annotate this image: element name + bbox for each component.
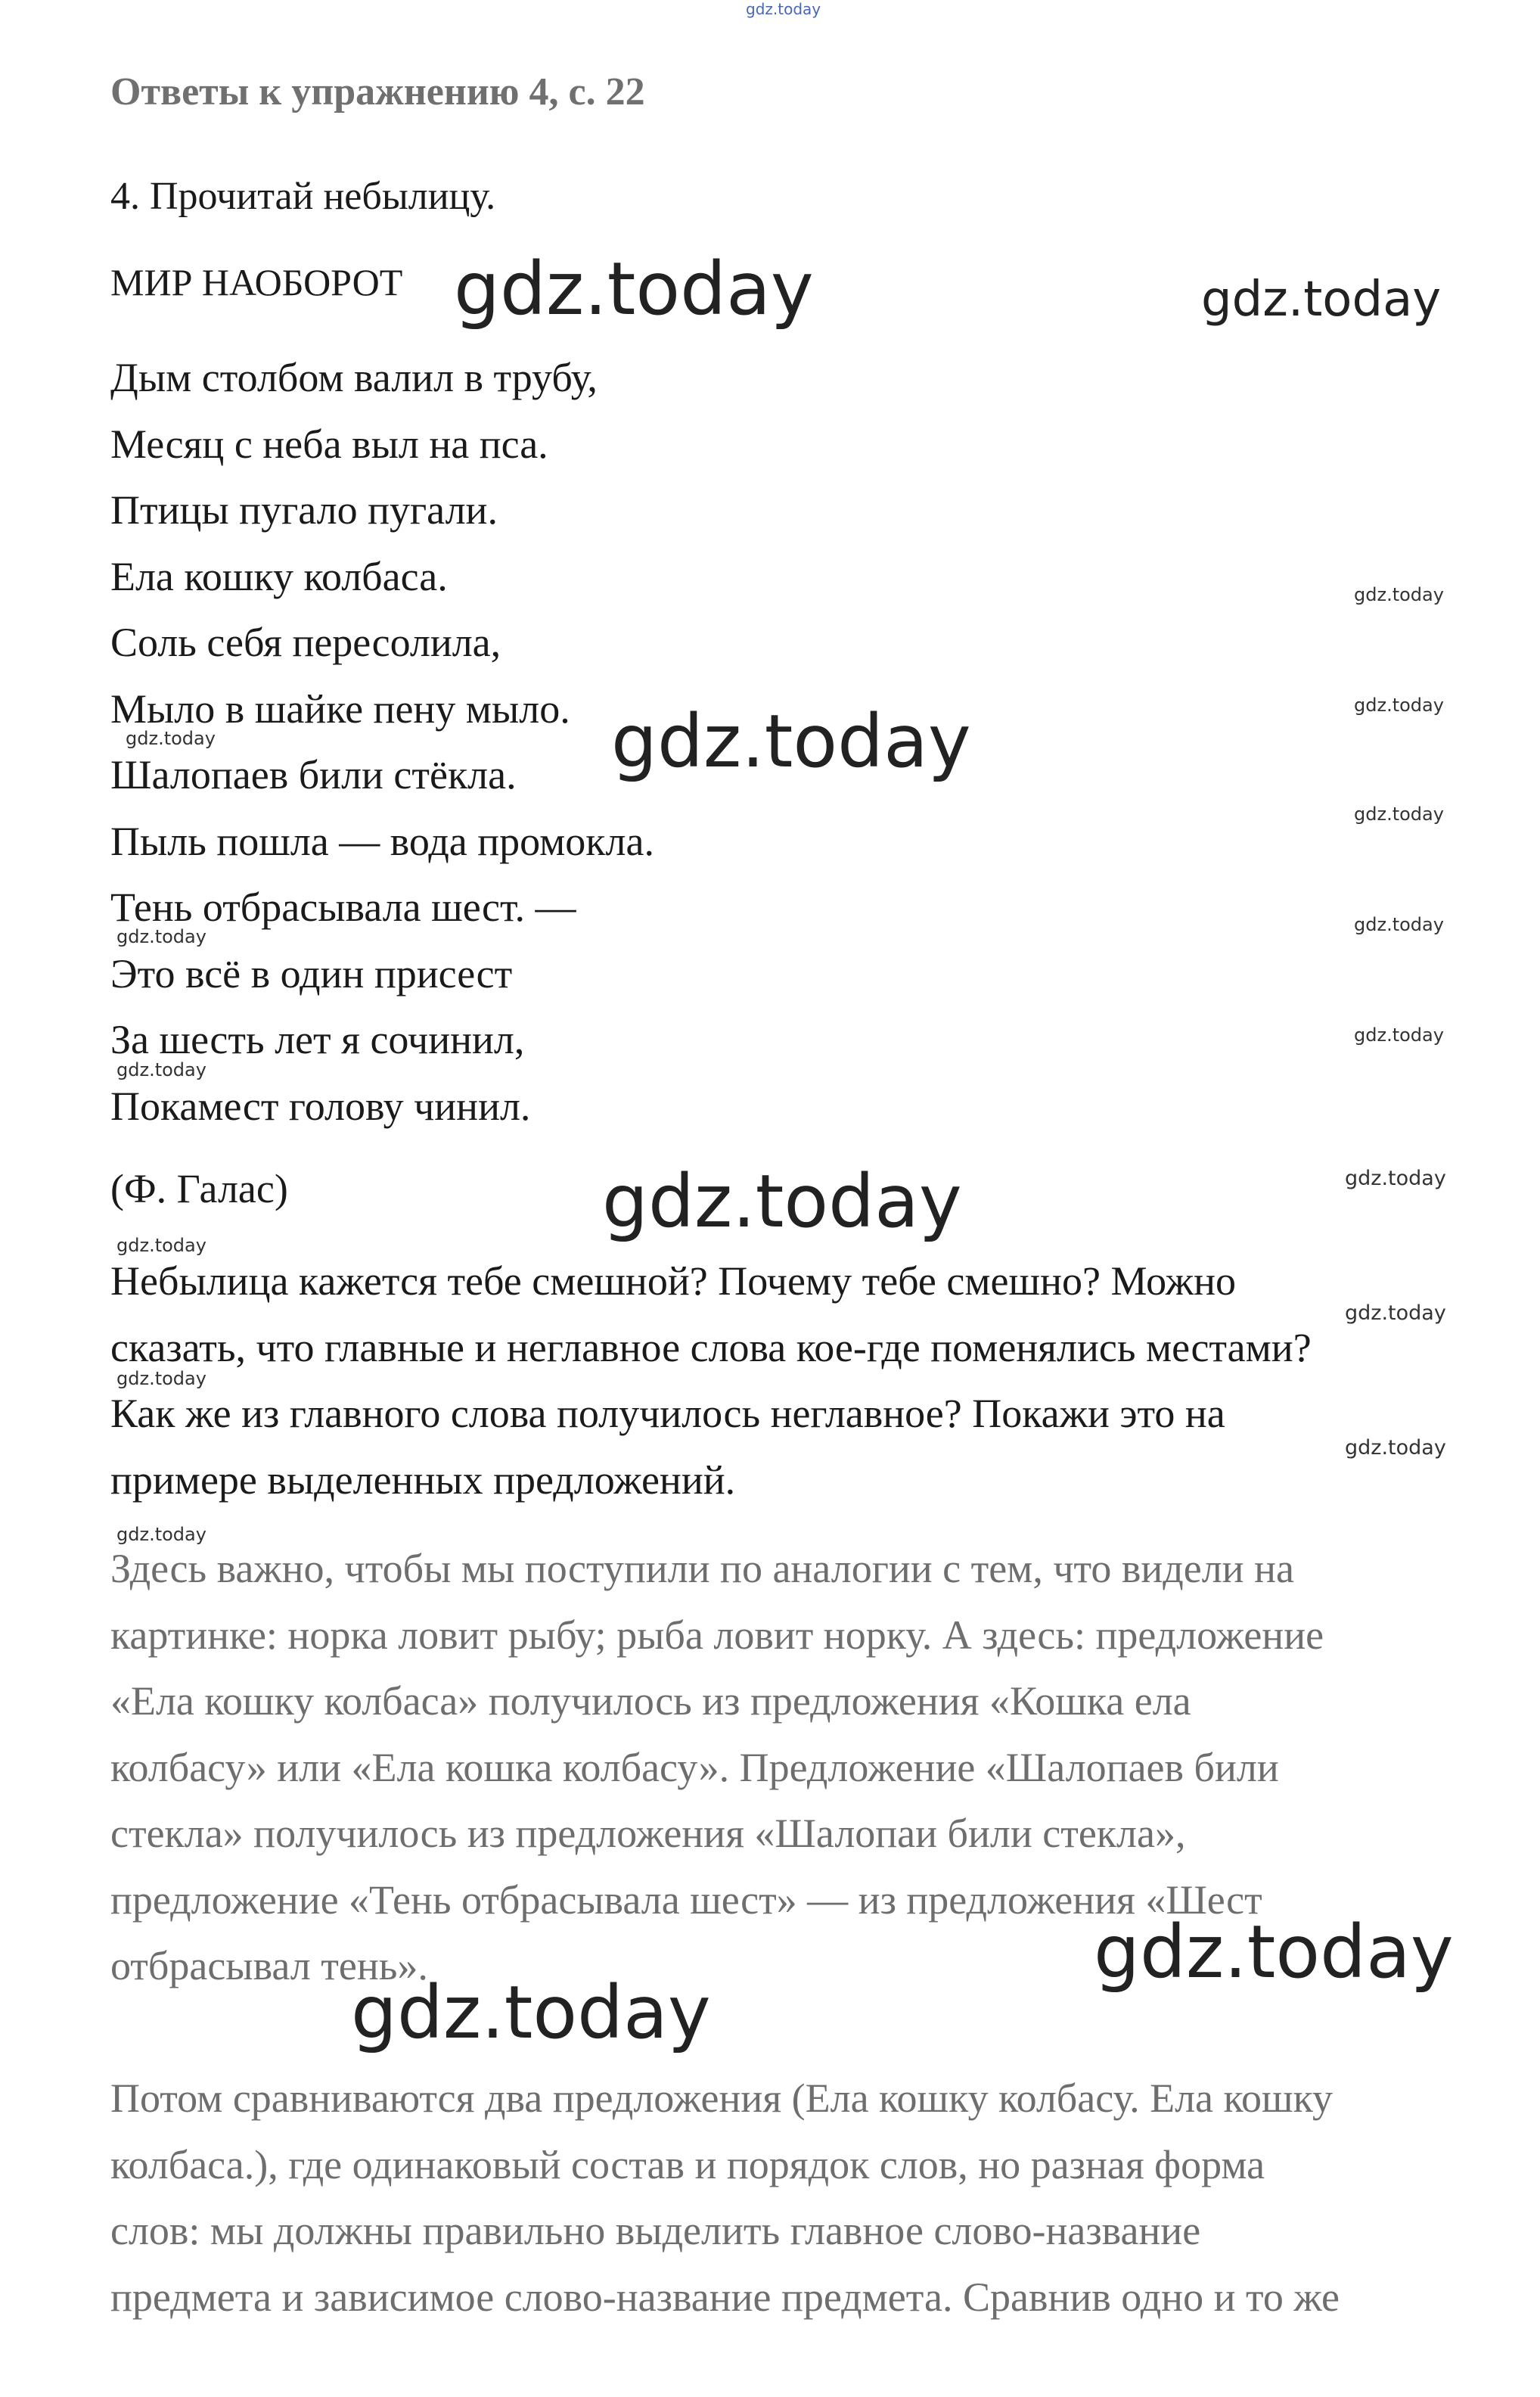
- watermark: gdz.today: [1201, 272, 1442, 328]
- answer-line: картинке: норка ловит рыбу; рыба ловит норку. А здесь: предложение: [110, 1612, 1324, 1658]
- poem-author: (Ф. Галас): [110, 1166, 288, 1211]
- watermark: gdz.today: [1345, 1301, 1446, 1325]
- watermark: gdz.today: [126, 728, 216, 749]
- poem-line: Месяц с неба выл на пса.: [110, 421, 548, 467]
- poem-line: Покамест голову чинил.: [110, 1083, 531, 1129]
- question-line: примере выделенных предложений.: [110, 1457, 736, 1503]
- question-line: сказать, что главные и неглавное слова кое-где поменялись местами?: [110, 1324, 1312, 1370]
- watermark: gdz.today: [1354, 1024, 1444, 1046]
- watermark: gdz.today: [454, 247, 814, 331]
- watermark: gdz.today: [116, 926, 206, 947]
- answer-line: колбаса.), где одинаковый состав и порядок слов, но разная форма: [110, 2141, 1265, 2187]
- poem-line: За шесть лет я сочинил,: [110, 1017, 525, 1062]
- watermark: gdz.today: [351, 1970, 711, 2055]
- answer-line: предложение «Тень отбрасывала шест» — из предложения «Шест: [110, 1876, 1262, 1923]
- watermark: gdz.today: [1094, 1910, 1454, 1994]
- poem-line: Тень отбрасывала шест. —: [110, 884, 576, 930]
- watermark: gdz.today: [1354, 695, 1444, 716]
- poem-line: Это всё в один присест: [110, 950, 513, 996]
- answer-line: «Ела кошку колбаса» получилось из предложения «Кошка ела: [110, 1678, 1191, 1724]
- watermark: gdz.today: [1354, 584, 1444, 605]
- watermark: gdz.today: [1354, 804, 1444, 825]
- watermark: gdz.today: [116, 1368, 206, 1389]
- answer-line: отбрасывал тень».: [110, 1943, 428, 1988]
- watermark: gdz.today: [602, 1159, 962, 1244]
- answer-line: Потом сравниваются два предложения (Ела кошку колбасу. Ела кошку: [110, 2075, 1334, 2121]
- answer-line: стекла» получилось из предложения «Шалопаи били стекла»,: [110, 1811, 1186, 1856]
- poem-title: МИР НАОБОРОТ: [110, 261, 403, 303]
- poem-line: Мыло в шайке пену мыло.: [110, 686, 570, 732]
- answer-line: Здесь важно, чтобы мы поступили по аналогии с тем, что видели на: [110, 1546, 1294, 1591]
- poem-line: Шалопаев били стёкла.: [110, 752, 517, 797]
- watermark: gdz.today: [611, 699, 971, 784]
- page-title: Ответы к упражнению 4, с. 22: [110, 70, 645, 113]
- poem-line: Соль себя пересолила,: [110, 620, 501, 665]
- watermark: gdz.today: [746, 0, 821, 18]
- question-line: Как же из главного слова получилось неглавное? Покажи это на: [110, 1391, 1225, 1436]
- question-line: Небылица кажется тебе смешной? Почему тебе смешно? Можно: [110, 1258, 1236, 1304]
- poem-line: Птицы пугало пугали.: [110, 487, 498, 533]
- watermark: gdz.today: [116, 1235, 206, 1256]
- question-paragraph: [110, 1248, 1464, 1513]
- poem-line: Дым столбом валил в трубу,: [110, 355, 598, 400]
- poem-line: Ела кошку колбаса.: [110, 553, 448, 599]
- answer-line: слов: мы должны правильно выделить главное слово-название: [110, 2208, 1201, 2253]
- answer-paragraph-2: [110, 2066, 1464, 2330]
- task-text: 4. Прочитай небылицу.: [110, 175, 496, 218]
- poem-line: Пыль пошла — вода промокла.: [110, 818, 654, 864]
- watermark: gdz.today: [1354, 914, 1444, 935]
- watermark: gdz.today: [116, 1059, 206, 1080]
- watermark: gdz.today: [1345, 1167, 1446, 1190]
- watermark: gdz.today: [1345, 1436, 1446, 1460]
- answer-line: предмета и зависимое слово-название предмета. Сравнив одно и то же: [110, 2274, 1340, 2320]
- watermark: gdz.today: [116, 1524, 206, 1545]
- answer-line: колбасу» или «Ела кошка колбасу». Предложение «Шалопаев били: [110, 1744, 1279, 1790]
